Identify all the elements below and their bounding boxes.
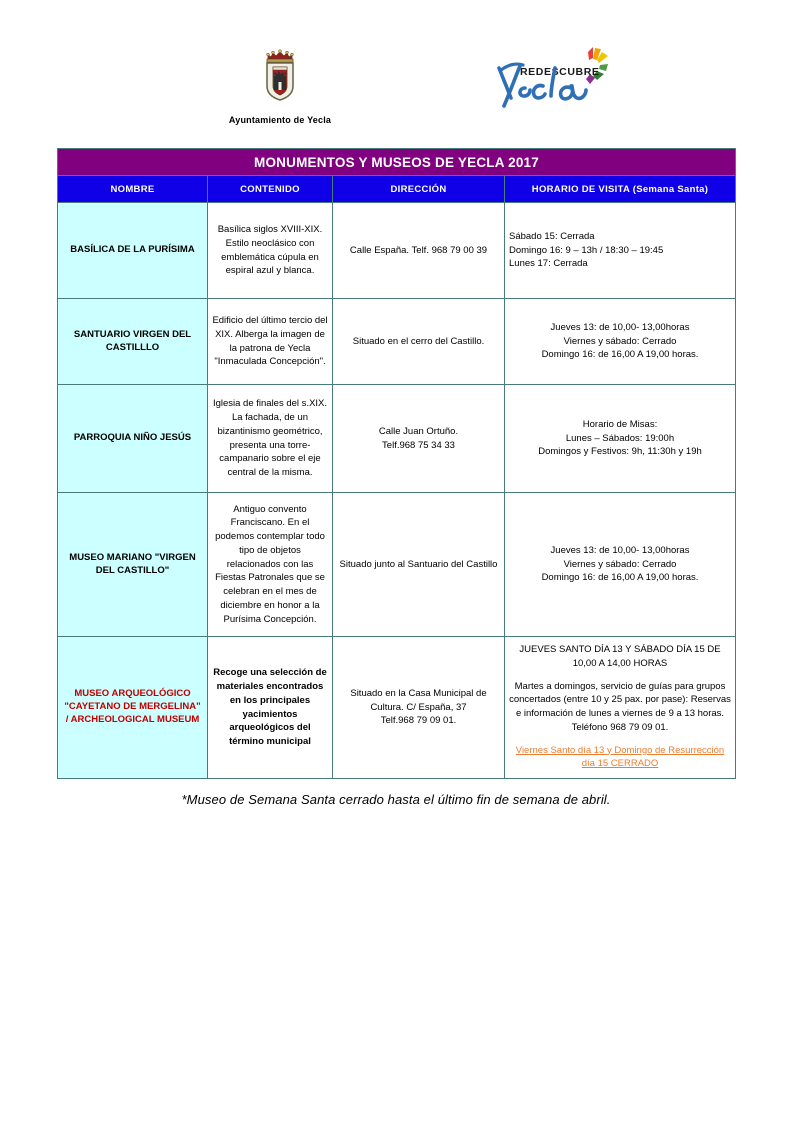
row-name: PARROQUIA NIÑO JESÚS (58, 385, 208, 493)
address-line: Situado en la Casa Municipal de (350, 687, 487, 699)
column-header-contenido: CONTENIDO (208, 176, 333, 203)
row-address (333, 385, 505, 493)
table-row (58, 493, 736, 637)
address-line: Telf.968 75 34 33 (382, 439, 455, 451)
row-name: MUSEO MARIANO "VIRGEN DEL CASTILLO" (58, 493, 208, 637)
hours-line: Viernes y sábado: Cerrado (563, 558, 677, 570)
table-row (58, 203, 736, 299)
hours-spacer (509, 671, 731, 680)
row-hours (505, 493, 736, 637)
row-address: Situado en el cerro del Castillo. (333, 299, 505, 385)
hours-body: Martes a domingos, servicio de guías para grupos concertados (entre 10 y 25 pax. por pase): Reservas e información de lunes a viernes de 9 a 13 horas. Teléfono 968 79 09 01. (509, 680, 731, 733)
column-header-nombre: NOMBRE (58, 176, 208, 203)
column-header-direccion: DIRECCIÓN (333, 176, 505, 203)
row-content: Iglesia de finales del s.XIX. La fachada, de un bizantinismo geométrico, presenta una torre-campanario sobre el eje central de la misma. (208, 385, 333, 493)
coat-of-arms-icon (190, 48, 370, 107)
row-hours (505, 203, 736, 299)
monuments-table-wrapper (57, 148, 735, 779)
address-line: Calle Juan Ortuño. (378, 425, 459, 437)
row-address (333, 637, 505, 779)
hours-line: Domingo 16: 9 – 13h / 18:30 – 19:45 (509, 244, 664, 256)
row-name: MUSEO ARQUEOLÓGICO "CAYETANO DE MERGELINA" / ARCHEOLOGICAL MUSEUM (58, 637, 208, 779)
hours-line: Domingo 16: de 16,00 A 19,00 horas. (541, 572, 699, 584)
column-header-horario: HORARIO DE VISITA (Semana Santa) (505, 176, 736, 203)
hours-line: Domingos y Festivos: 9h, 11:30h y 19h (538, 446, 702, 458)
hours-line: Horario de Misas: (582, 418, 658, 430)
table-title-row (58, 149, 736, 176)
row-content: Recoge una selección de materiales encontrados en los principales yacimientos arqueológicos del término municipal (208, 637, 333, 779)
hours-line: Sábado 15: Cerrada (509, 230, 595, 242)
hours-heading: JUEVES SANTO DÍA 13 Y SÁBADO DÍA 15 DE 10,00 A 14,00 HORAS (519, 644, 721, 669)
row-address: Calle España. Telf. 968 79 00 39 (333, 203, 505, 299)
hours-line: Jueves 13: de 10,00- 13,00horas (550, 544, 690, 556)
monuments-table (57, 148, 736, 779)
table-row (58, 299, 736, 385)
hours-line: Lunes – Sábados: 19:00h (565, 432, 675, 444)
ayuntamiento-caption: Ayuntamiento de Yecla (228, 115, 332, 125)
row-hours (505, 385, 736, 493)
address-line: Telf.968 79 09 01. (380, 715, 457, 727)
table-row (58, 637, 736, 779)
page-header (0, 0, 793, 140)
hours-spacer (509, 735, 731, 744)
row-content: Edificio del último tercio del XIX. Alberga la imagen de la patrona de Yecla "Inmaculada Concepción". (208, 299, 333, 385)
table-row (58, 385, 736, 493)
hours-line: Lunes 17: Cerrada (509, 258, 588, 270)
row-hours (505, 637, 736, 779)
hours-line: Domingo 16: de 16,00 A 19,00 horas. (541, 349, 699, 361)
table-title: MONUMENTOS Y MUSEOS DE YECLA 2017 (58, 149, 736, 176)
row-name: BASÍLICA DE LA PURÍSIMA (58, 203, 208, 299)
ayuntamiento-crest-block (190, 48, 370, 125)
row-name: SANTUARIO VIRGEN DEL CASTILLLO (58, 299, 208, 385)
table-header-row (58, 176, 736, 203)
hours-line: Viernes y sábado: Cerrado (563, 335, 677, 347)
redescubre-yecla-logo-icon (487, 44, 612, 116)
hours-line: Jueves 13: de 10,00- 13,00horas (550, 321, 690, 333)
hours-warning: Viernes Santo día 13 y Domingo de Resurrección día 15 CERRADO (515, 744, 725, 770)
row-hours (505, 299, 736, 385)
row-content: Basílica siglos XVIII-XIX. Estilo neoclásico con emblemática cúpula en espiral azul y blanca. (208, 203, 333, 299)
svg-text:REDESCUBRE: REDESCUBRE (520, 66, 600, 78)
address-line: Cultura. C/ España, 37 (370, 701, 467, 713)
row-content: Antiguo convento Franciscano. En el podemos contemplar todo tipo de objetos relacionados con las Fiestas Patronales que se celebran en el mes de diciembre en honor a la Purísima Concepción. (208, 493, 333, 637)
row-address: Situado junto al Santuario del Castillo (333, 493, 505, 637)
footnote: *Museo de Semana Santa cerrado hasta el último fin de semana de abril. (181, 792, 611, 807)
